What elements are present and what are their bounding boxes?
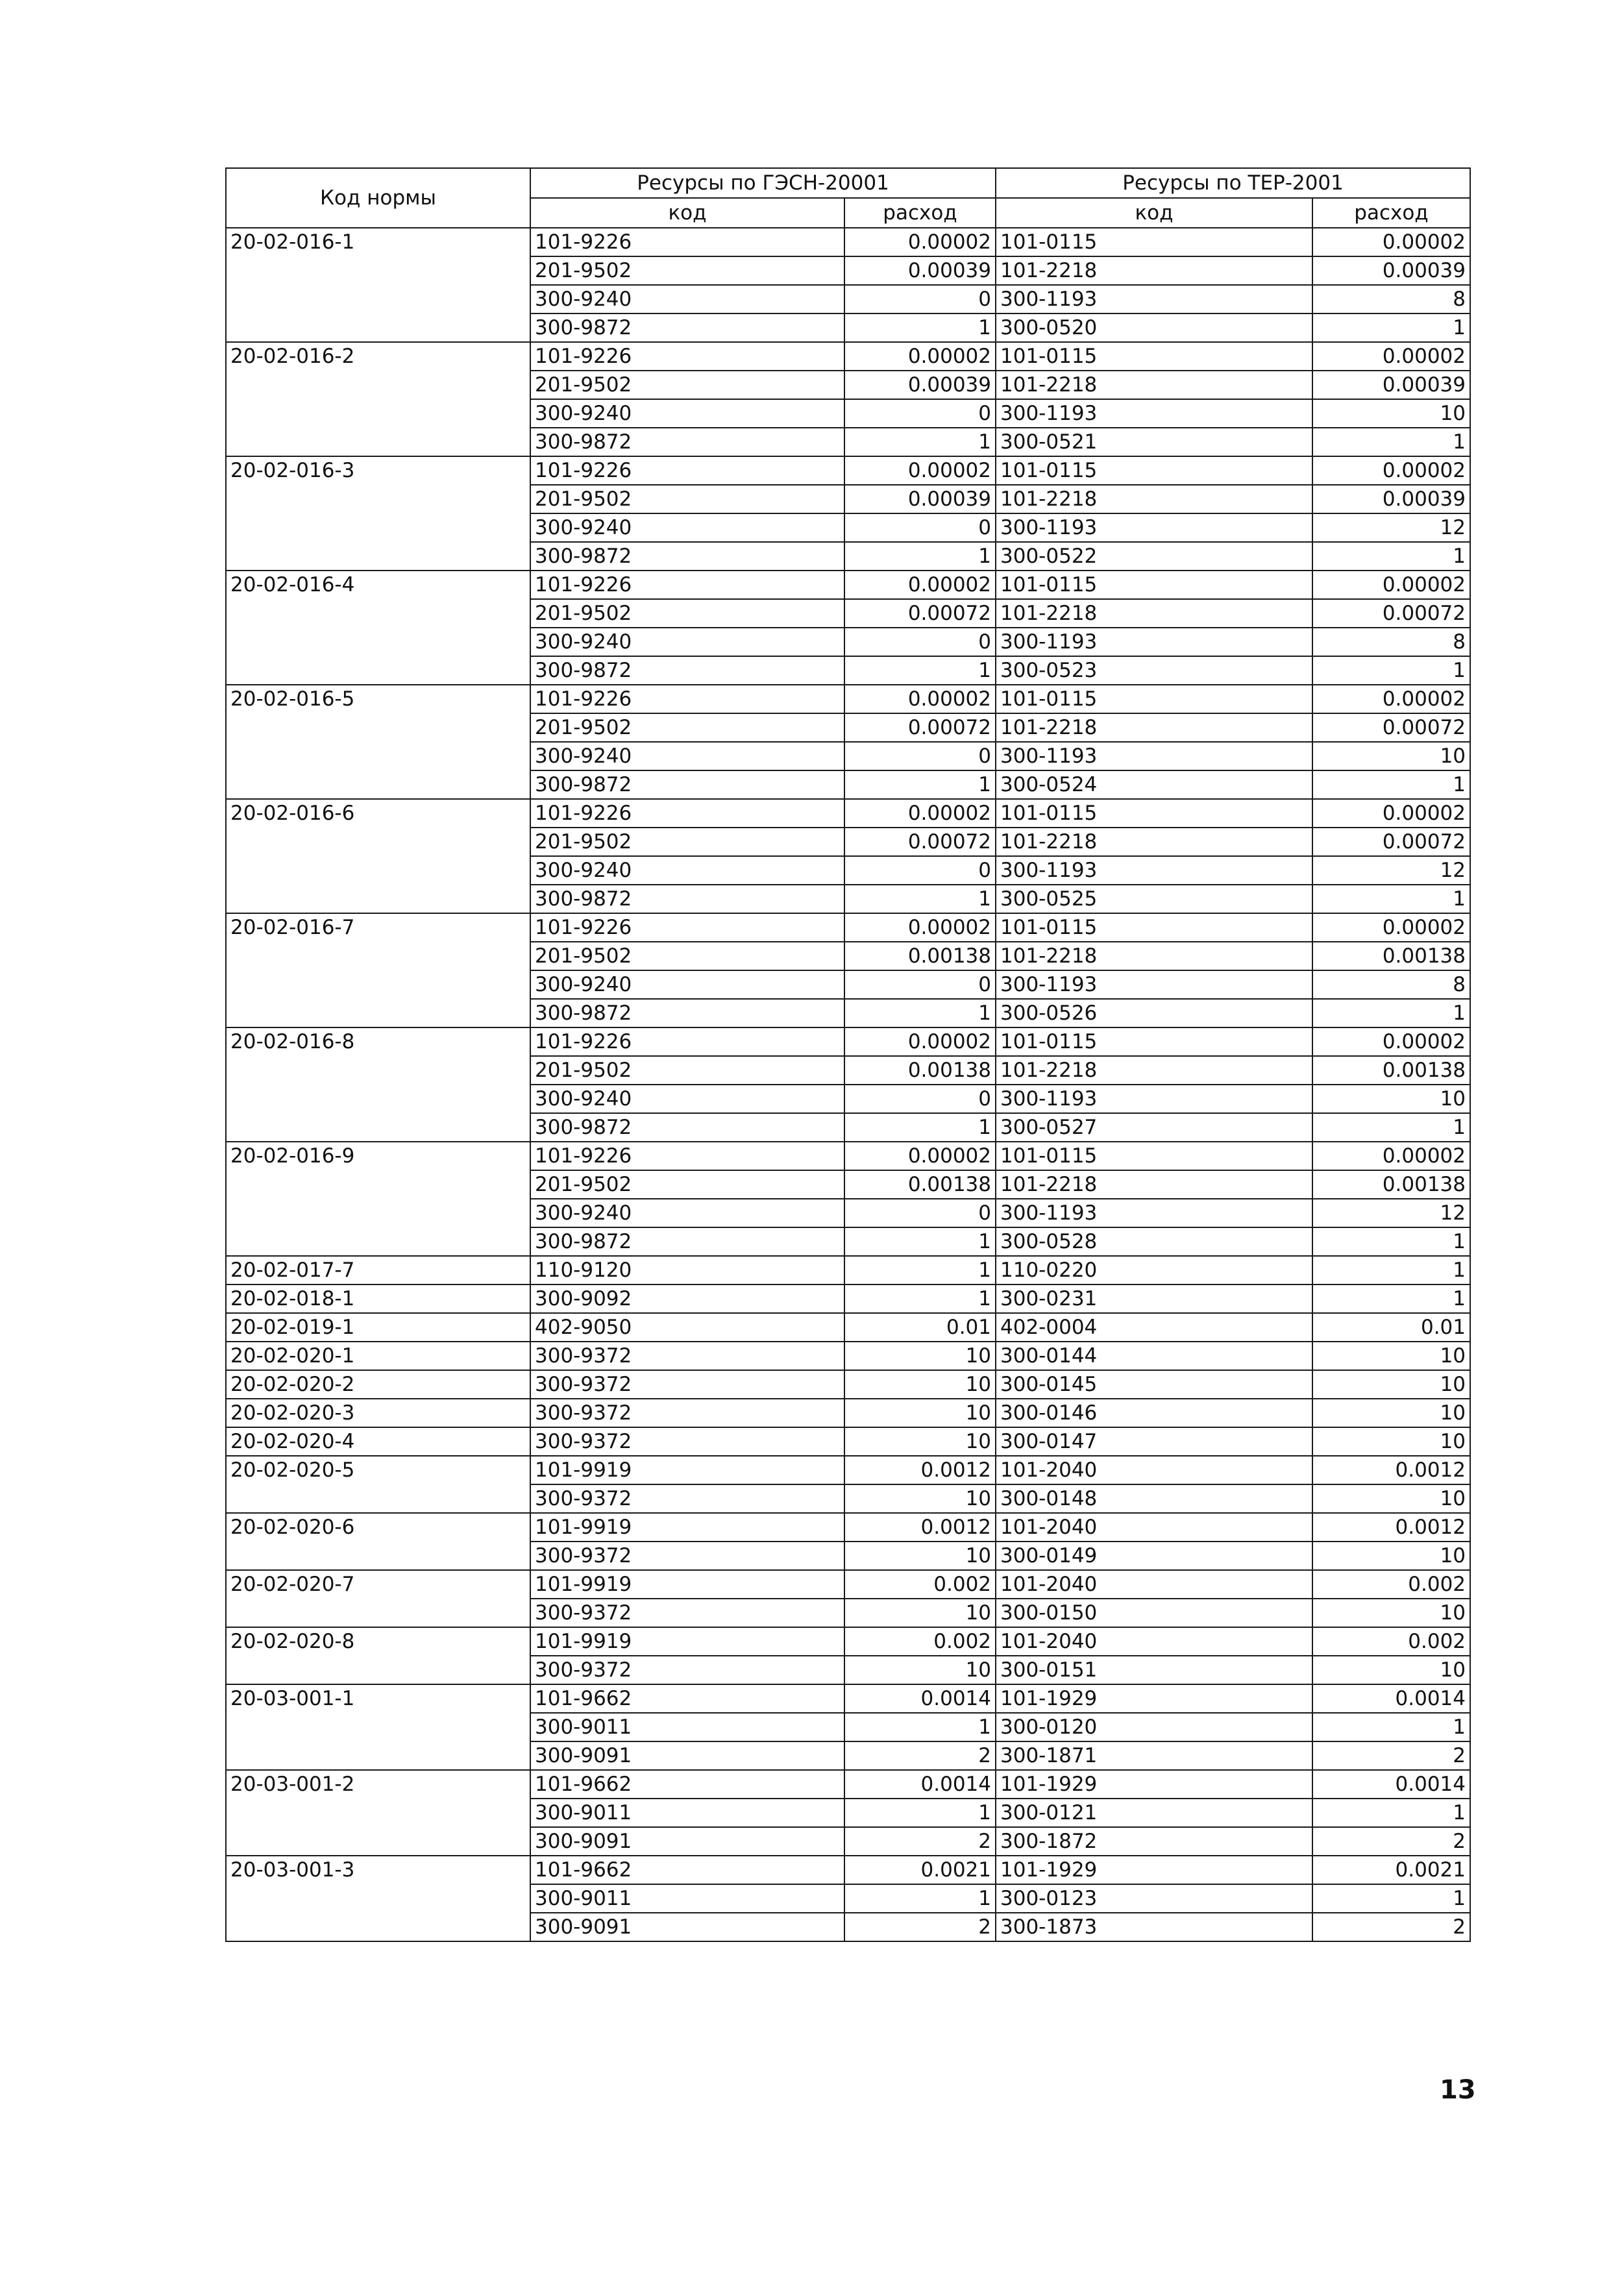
ter-code-cell: 300-1193	[996, 742, 1312, 770]
ter-consumption-cell: 1	[1312, 999, 1470, 1027]
ter-code-cell: 101-2218	[996, 485, 1312, 513]
ter-code-cell: 300-1193	[996, 513, 1312, 542]
ter-code-cell: 110-0220	[996, 1256, 1312, 1284]
header-ter-group: Ресурсы по ТЕР-2001	[996, 168, 1470, 198]
table-row	[226, 1456, 1470, 1484]
gesn-code-cell: 300-9872	[530, 313, 844, 342]
table-row	[226, 1856, 1470, 1884]
ter-code-cell: 101-0115	[996, 228, 1312, 256]
gesn-consumption-cell: 1	[844, 1713, 996, 1741]
ter-consumption-cell: 0.00138	[1312, 1170, 1470, 1199]
ter-consumption-cell: 12	[1312, 1199, 1470, 1227]
gesn-code-cell: 201-9502	[530, 256, 844, 285]
ter-consumption-cell: 10	[1312, 1542, 1470, 1570]
ter-consumption-cell: 10	[1312, 1427, 1470, 1456]
gesn-consumption-cell: 0	[844, 1085, 996, 1113]
norm-code-cell: 20-02-020-3	[226, 1399, 530, 1427]
ter-consumption-cell: 10	[1312, 1599, 1470, 1627]
norm-code-cell: 20-02-020-7	[226, 1570, 530, 1627]
gesn-consumption-cell: 0.00072	[844, 828, 996, 856]
gesn-code-cell: 300-9240	[530, 1199, 844, 1227]
gesn-consumption-cell: 1	[844, 770, 996, 799]
gesn-consumption-cell: 1	[844, 1284, 996, 1313]
norm-code-cell: 20-02-020-5	[226, 1456, 530, 1513]
ter-consumption-cell: 0.00002	[1312, 913, 1470, 942]
gesn-consumption-cell: 1	[844, 1227, 996, 1256]
ter-code-cell: 101-0115	[996, 913, 1312, 942]
table-row	[226, 1370, 1470, 1399]
gesn-code-cell: 300-9372	[530, 1370, 844, 1399]
ter-code-cell: 101-0115	[996, 1027, 1312, 1056]
ter-consumption-cell: 2	[1312, 1913, 1470, 1941]
ter-code-cell: 101-0115	[996, 1142, 1312, 1170]
gesn-consumption-cell: 1	[844, 1113, 996, 1142]
ter-code-cell: 300-1193	[996, 1085, 1312, 1113]
ter-code-cell: 300-0147	[996, 1427, 1312, 1456]
gesn-consumption-cell: 1	[844, 1256, 996, 1284]
ter-consumption-cell: 10	[1312, 1370, 1470, 1399]
gesn-consumption-cell: 0	[844, 513, 996, 542]
ter-consumption-cell: 2	[1312, 1827, 1470, 1856]
gesn-consumption-cell: 1	[844, 656, 996, 685]
ter-consumption-cell: 10	[1312, 399, 1470, 428]
gesn-consumption-cell: 0	[844, 628, 996, 656]
gesn-code-cell: 101-9662	[530, 1770, 844, 1799]
table-row	[226, 685, 1470, 713]
norm-code-cell: 20-02-016-2	[226, 342, 530, 456]
gesn-code-cell: 101-9226	[530, 799, 844, 828]
gesn-consumption-cell: 0.0012	[844, 1456, 996, 1484]
ter-code-cell: 101-2218	[996, 713, 1312, 742]
gesn-code-cell: 201-9502	[530, 1056, 844, 1085]
gesn-consumption-cell: 0.00039	[844, 371, 996, 399]
gesn-code-cell: 201-9502	[530, 371, 844, 399]
ter-code-cell: 300-0526	[996, 999, 1312, 1027]
gesn-consumption-cell: 0	[844, 285, 996, 313]
ter-code-cell: 101-0115	[996, 342, 1312, 371]
ter-consumption-cell: 0.00039	[1312, 485, 1470, 513]
norm-code-cell: 20-03-001-1	[226, 1684, 530, 1770]
table-row	[226, 342, 1470, 371]
header-gesn-consumption: расход	[844, 198, 996, 228]
ter-consumption-cell: 0.00072	[1312, 599, 1470, 628]
ter-code-cell: 300-1193	[996, 399, 1312, 428]
ter-consumption-cell: 0.01	[1312, 1313, 1470, 1342]
ter-code-cell: 101-2218	[996, 1056, 1312, 1085]
gesn-consumption-cell: 0.00138	[844, 942, 996, 970]
ter-consumption-cell: 0.00072	[1312, 713, 1470, 742]
resource-table-container	[225, 167, 1470, 1942]
gesn-consumption-cell: 0.00002	[844, 799, 996, 828]
table-row	[226, 1684, 1470, 1713]
gesn-code-cell: 201-9502	[530, 599, 844, 628]
ter-code-cell: 101-2040	[996, 1627, 1312, 1656]
ter-consumption-cell: 10	[1312, 1484, 1470, 1513]
gesn-consumption-cell: 10	[844, 1542, 996, 1570]
ter-consumption-cell: 0.00138	[1312, 1056, 1470, 1085]
ter-code-cell: 300-1871	[996, 1741, 1312, 1770]
ter-consumption-cell: 2	[1312, 1741, 1470, 1770]
ter-consumption-cell: 0.0021	[1312, 1856, 1470, 1884]
ter-consumption-cell: 0.00002	[1312, 228, 1470, 256]
gesn-consumption-cell: 0	[844, 742, 996, 770]
norm-code-cell: 20-02-016-7	[226, 913, 530, 1027]
ter-consumption-cell: 1	[1312, 1256, 1470, 1284]
gesn-code-cell: 300-9240	[530, 856, 844, 885]
header-ter-code: код	[996, 198, 1312, 228]
gesn-code-cell: 300-9872	[530, 999, 844, 1027]
norm-code-cell: 20-02-020-2	[226, 1370, 530, 1399]
norm-code-cell: 20-02-018-1	[226, 1284, 530, 1313]
ter-code-cell: 300-0149	[996, 1542, 1312, 1570]
gesn-code-cell: 101-9226	[530, 913, 844, 942]
gesn-code-cell: 201-9502	[530, 713, 844, 742]
gesn-consumption-cell: 0.00039	[844, 256, 996, 285]
table-row	[226, 1513, 1470, 1542]
ter-consumption-cell: 0.00002	[1312, 571, 1470, 599]
ter-consumption-cell: 0.00002	[1312, 685, 1470, 713]
ter-consumption-cell: 10	[1312, 1085, 1470, 1113]
gesn-consumption-cell: 1	[844, 999, 996, 1027]
ter-consumption-cell: 1	[1312, 1284, 1470, 1313]
gesn-consumption-cell: 1	[844, 542, 996, 571]
ter-consumption-cell: 0.00138	[1312, 942, 1470, 970]
table-row	[226, 1027, 1470, 1056]
gesn-code-cell: 300-9240	[530, 970, 844, 999]
gesn-code-cell: 201-9502	[530, 942, 844, 970]
ter-code-cell: 101-0115	[996, 456, 1312, 485]
gesn-code-cell: 300-9872	[530, 885, 844, 913]
norm-code-cell: 20-02-016-6	[226, 799, 530, 913]
ter-code-cell: 300-0151	[996, 1656, 1312, 1684]
gesn-code-cell: 300-9372	[530, 1656, 844, 1684]
ter-code-cell: 101-1929	[996, 1770, 1312, 1799]
norm-code-cell: 20-02-016-5	[226, 685, 530, 799]
gesn-consumption-cell: 10	[844, 1399, 996, 1427]
gesn-consumption-cell: 0.00002	[844, 571, 996, 599]
gesn-code-cell: 300-9011	[530, 1713, 844, 1741]
gesn-code-cell: 101-9226	[530, 1027, 844, 1056]
gesn-code-cell: 300-9872	[530, 542, 844, 571]
gesn-consumption-cell: 0	[844, 970, 996, 999]
gesn-consumption-cell: 0.0021	[844, 1856, 996, 1884]
table-row	[226, 913, 1470, 942]
gesn-code-cell: 101-9226	[530, 456, 844, 485]
table-row	[226, 228, 1470, 256]
gesn-consumption-cell: 0.00002	[844, 456, 996, 485]
norm-code-cell: 20-03-001-2	[226, 1770, 530, 1856]
ter-consumption-cell: 1	[1312, 885, 1470, 913]
ter-code-cell: 101-2040	[996, 1570, 1312, 1599]
gesn-code-cell: 101-9226	[530, 342, 844, 371]
table-row	[226, 799, 1470, 828]
ter-consumption-cell: 1	[1312, 656, 1470, 685]
ter-consumption-cell: 1	[1312, 428, 1470, 456]
ter-consumption-cell: 1	[1312, 770, 1470, 799]
gesn-code-cell: 300-9240	[530, 513, 844, 542]
gesn-consumption-cell: 10	[844, 1484, 996, 1513]
ter-code-cell: 300-0145	[996, 1370, 1312, 1399]
gesn-code-cell: 300-9240	[530, 628, 844, 656]
resource-table	[225, 167, 1471, 1942]
gesn-code-cell: 300-9372	[530, 1599, 844, 1627]
gesn-consumption-cell: 0.00002	[844, 685, 996, 713]
gesn-consumption-cell: 0.00002	[844, 342, 996, 371]
ter-code-cell: 300-1193	[996, 285, 1312, 313]
ter-code-cell: 101-2218	[996, 256, 1312, 285]
ter-code-cell: 300-0522	[996, 542, 1312, 571]
gesn-code-cell: 300-9240	[530, 285, 844, 313]
gesn-code-cell: 300-9872	[530, 1113, 844, 1142]
gesn-consumption-cell: 10	[844, 1427, 996, 1456]
gesn-consumption-cell: 0.00002	[844, 1027, 996, 1056]
ter-code-cell: 101-2218	[996, 371, 1312, 399]
gesn-consumption-cell: 0.01	[844, 1313, 996, 1342]
table-row	[226, 1627, 1470, 1656]
ter-consumption-cell: 1	[1312, 542, 1470, 571]
gesn-consumption-cell: 1	[844, 1799, 996, 1827]
ter-consumption-cell: 0.00039	[1312, 371, 1470, 399]
gesn-code-cell: 300-9372	[530, 1399, 844, 1427]
table-row	[226, 571, 1470, 599]
norm-code-cell: 20-02-020-6	[226, 1513, 530, 1570]
gesn-code-cell: 300-9091	[530, 1913, 844, 1941]
ter-consumption-cell: 10	[1312, 1342, 1470, 1370]
ter-consumption-cell: 0.00072	[1312, 828, 1470, 856]
gesn-code-cell: 300-9372	[530, 1342, 844, 1370]
gesn-code-cell: 201-9502	[530, 828, 844, 856]
ter-code-cell: 300-0525	[996, 885, 1312, 913]
gesn-code-cell: 300-9372	[530, 1427, 844, 1456]
header-gesn-code: код	[530, 198, 844, 228]
ter-consumption-cell: 10	[1312, 1656, 1470, 1684]
ter-code-cell: 300-0231	[996, 1284, 1312, 1313]
ter-code-cell: 101-1929	[996, 1856, 1312, 1884]
gesn-code-cell: 101-9919	[530, 1570, 844, 1599]
table-row	[226, 1284, 1470, 1313]
gesn-code-cell: 201-9502	[530, 485, 844, 513]
table-row	[226, 1256, 1470, 1284]
gesn-code-cell: 101-9226	[530, 228, 844, 256]
ter-consumption-cell: 8	[1312, 285, 1470, 313]
gesn-code-cell: 300-9872	[530, 656, 844, 685]
ter-code-cell: 300-0524	[996, 770, 1312, 799]
gesn-consumption-cell: 10	[844, 1599, 996, 1627]
norm-code-cell: 20-02-016-8	[226, 1027, 530, 1142]
ter-code-cell: 300-1873	[996, 1913, 1312, 1941]
ter-consumption-cell: 0.00002	[1312, 799, 1470, 828]
ter-consumption-cell: 8	[1312, 628, 1470, 656]
ter-consumption-cell: 0.00002	[1312, 342, 1470, 371]
gesn-consumption-cell: 0.0014	[844, 1684, 996, 1713]
table-row	[226, 1399, 1470, 1427]
ter-consumption-cell: 8	[1312, 970, 1470, 999]
ter-code-cell: 300-1193	[996, 628, 1312, 656]
gesn-code-cell: 101-9662	[530, 1684, 844, 1713]
ter-code-cell: 300-0121	[996, 1799, 1312, 1827]
gesn-code-cell: 300-9091	[530, 1827, 844, 1856]
ter-consumption-cell: 1	[1312, 1113, 1470, 1142]
gesn-code-cell: 300-9092	[530, 1284, 844, 1313]
gesn-code-cell: 101-9919	[530, 1627, 844, 1656]
ter-consumption-cell: 0.0012	[1312, 1456, 1470, 1484]
gesn-consumption-cell: 2	[844, 1741, 996, 1770]
ter-consumption-cell: 1	[1312, 313, 1470, 342]
norm-code-cell: 20-03-001-3	[226, 1856, 530, 1941]
gesn-consumption-cell: 1	[844, 428, 996, 456]
page-number: 13	[1440, 2075, 1476, 2105]
gesn-consumption-cell: 1	[844, 1884, 996, 1913]
ter-code-cell: 101-2040	[996, 1456, 1312, 1484]
gesn-code-cell: 300-9011	[530, 1799, 844, 1827]
ter-code-cell: 402-0004	[996, 1313, 1312, 1342]
gesn-code-cell: 300-9240	[530, 399, 844, 428]
ter-code-cell: 300-0120	[996, 1713, 1312, 1741]
ter-code-cell: 300-0521	[996, 428, 1312, 456]
ter-code-cell: 300-1193	[996, 1199, 1312, 1227]
header-gesn-group: Ресурсы по ГЭСН-20001	[530, 168, 996, 198]
gesn-consumption-cell: 0	[844, 1199, 996, 1227]
gesn-code-cell: 300-9372	[530, 1484, 844, 1513]
ter-code-cell: 300-1872	[996, 1827, 1312, 1856]
gesn-consumption-cell: 2	[844, 1827, 996, 1856]
norm-code-cell: 20-02-016-1	[226, 228, 530, 342]
ter-consumption-cell: 0.00039	[1312, 256, 1470, 285]
ter-consumption-cell: 12	[1312, 856, 1470, 885]
ter-consumption-cell: 1	[1312, 1884, 1470, 1913]
gesn-consumption-cell: 0.002	[844, 1570, 996, 1599]
ter-code-cell: 101-0115	[996, 571, 1312, 599]
table-row	[226, 1570, 1470, 1599]
ter-consumption-cell: 0.0014	[1312, 1770, 1470, 1799]
table-row	[226, 1313, 1470, 1342]
table-row	[226, 1142, 1470, 1170]
ter-consumption-cell: 12	[1312, 513, 1470, 542]
gesn-consumption-cell: 0.00072	[844, 713, 996, 742]
gesn-code-cell: 101-9226	[530, 1142, 844, 1170]
ter-consumption-cell: 1	[1312, 1799, 1470, 1827]
gesn-code-cell: 201-9502	[530, 1170, 844, 1199]
ter-consumption-cell: 0.00002	[1312, 1027, 1470, 1056]
gesn-consumption-cell: 0.0012	[844, 1513, 996, 1542]
gesn-consumption-cell: 0.00072	[844, 599, 996, 628]
gesn-code-cell: 300-9240	[530, 1085, 844, 1113]
ter-consumption-cell: 0.0014	[1312, 1684, 1470, 1713]
ter-consumption-cell: 0.00002	[1312, 456, 1470, 485]
gesn-consumption-cell: 0.00138	[844, 1056, 996, 1085]
norm-code-cell: 20-02-017-7	[226, 1256, 530, 1284]
gesn-consumption-cell: 0.00002	[844, 1142, 996, 1170]
gesn-code-cell: 300-9240	[530, 742, 844, 770]
gesn-code-cell: 300-9872	[530, 770, 844, 799]
gesn-consumption-cell: 0.00002	[844, 228, 996, 256]
gesn-consumption-cell: 1	[844, 885, 996, 913]
norm-code-cell: 20-02-016-9	[226, 1142, 530, 1256]
ter-consumption-cell: 0.0012	[1312, 1513, 1470, 1542]
gesn-code-cell: 402-9050	[530, 1313, 844, 1342]
gesn-consumption-cell: 0	[844, 856, 996, 885]
ter-consumption-cell: 10	[1312, 742, 1470, 770]
gesn-consumption-cell: 0.002	[844, 1627, 996, 1656]
ter-code-cell: 300-0528	[996, 1227, 1312, 1256]
header-norm-code: Код нормы	[226, 168, 530, 228]
gesn-consumption-cell: 10	[844, 1342, 996, 1370]
ter-code-cell: 101-2218	[996, 1170, 1312, 1199]
gesn-consumption-cell: 0.00138	[844, 1170, 996, 1199]
ter-code-cell: 101-2218	[996, 599, 1312, 628]
norm-code-cell: 20-02-020-4	[226, 1427, 530, 1456]
ter-code-cell: 300-0146	[996, 1399, 1312, 1427]
table-row	[226, 456, 1470, 485]
gesn-code-cell: 300-9872	[530, 1227, 844, 1256]
ter-consumption-cell: 0.00002	[1312, 1142, 1470, 1170]
gesn-code-cell: 101-9919	[530, 1456, 844, 1484]
table-row	[226, 1342, 1470, 1370]
norm-code-cell: 20-02-016-3	[226, 456, 530, 571]
table-row	[226, 1770, 1470, 1799]
ter-code-cell: 300-0527	[996, 1113, 1312, 1142]
gesn-consumption-cell: 0.00039	[844, 485, 996, 513]
ter-code-cell: 300-1193	[996, 856, 1312, 885]
gesn-consumption-cell: 10	[844, 1370, 996, 1399]
ter-consumption-cell: 1	[1312, 1227, 1470, 1256]
header-ter-consumption: расход	[1312, 198, 1470, 228]
gesn-code-cell: 300-9091	[530, 1741, 844, 1770]
gesn-consumption-cell: 0.00002	[844, 913, 996, 942]
ter-code-cell: 300-0148	[996, 1484, 1312, 1513]
gesn-code-cell: 300-9372	[530, 1542, 844, 1570]
gesn-consumption-cell: 0.0014	[844, 1770, 996, 1799]
gesn-consumption-cell: 10	[844, 1656, 996, 1684]
ter-code-cell: 300-0144	[996, 1342, 1312, 1370]
gesn-code-cell: 300-9872	[530, 428, 844, 456]
ter-code-cell: 300-0523	[996, 656, 1312, 685]
ter-code-cell: 300-0520	[996, 313, 1312, 342]
ter-code-cell: 101-2040	[996, 1513, 1312, 1542]
ter-consumption-cell: 0.002	[1312, 1627, 1470, 1656]
norm-code-cell: 20-02-020-1	[226, 1342, 530, 1370]
norm-code-cell: 20-02-020-8	[226, 1627, 530, 1684]
ter-consumption-cell: 0.002	[1312, 1570, 1470, 1599]
ter-code-cell: 101-2218	[996, 942, 1312, 970]
ter-code-cell: 300-0150	[996, 1599, 1312, 1627]
gesn-consumption-cell: 1	[844, 313, 996, 342]
table-body	[226, 228, 1470, 1941]
ter-consumption-cell: 1	[1312, 1713, 1470, 1741]
gesn-consumption-cell: 0	[844, 399, 996, 428]
ter-code-cell: 101-0115	[996, 799, 1312, 828]
ter-code-cell: 101-1929	[996, 1684, 1312, 1713]
norm-code-cell: 20-02-019-1	[226, 1313, 530, 1342]
ter-consumption-cell: 10	[1312, 1399, 1470, 1427]
gesn-code-cell: 101-9919	[530, 1513, 844, 1542]
ter-code-cell: 101-2218	[996, 828, 1312, 856]
ter-code-cell: 101-0115	[996, 685, 1312, 713]
norm-code-cell: 20-02-016-4	[226, 571, 530, 685]
table-row	[226, 1427, 1470, 1456]
gesn-consumption-cell: 2	[844, 1913, 996, 1941]
gesn-code-cell: 110-9120	[530, 1256, 844, 1284]
gesn-code-cell: 101-9662	[530, 1856, 844, 1884]
gesn-code-cell: 101-9226	[530, 685, 844, 713]
ter-code-cell: 300-1193	[996, 970, 1312, 999]
gesn-code-cell: 101-9226	[530, 571, 844, 599]
gesn-code-cell: 300-9011	[530, 1884, 844, 1913]
ter-code-cell: 300-0123	[996, 1884, 1312, 1913]
